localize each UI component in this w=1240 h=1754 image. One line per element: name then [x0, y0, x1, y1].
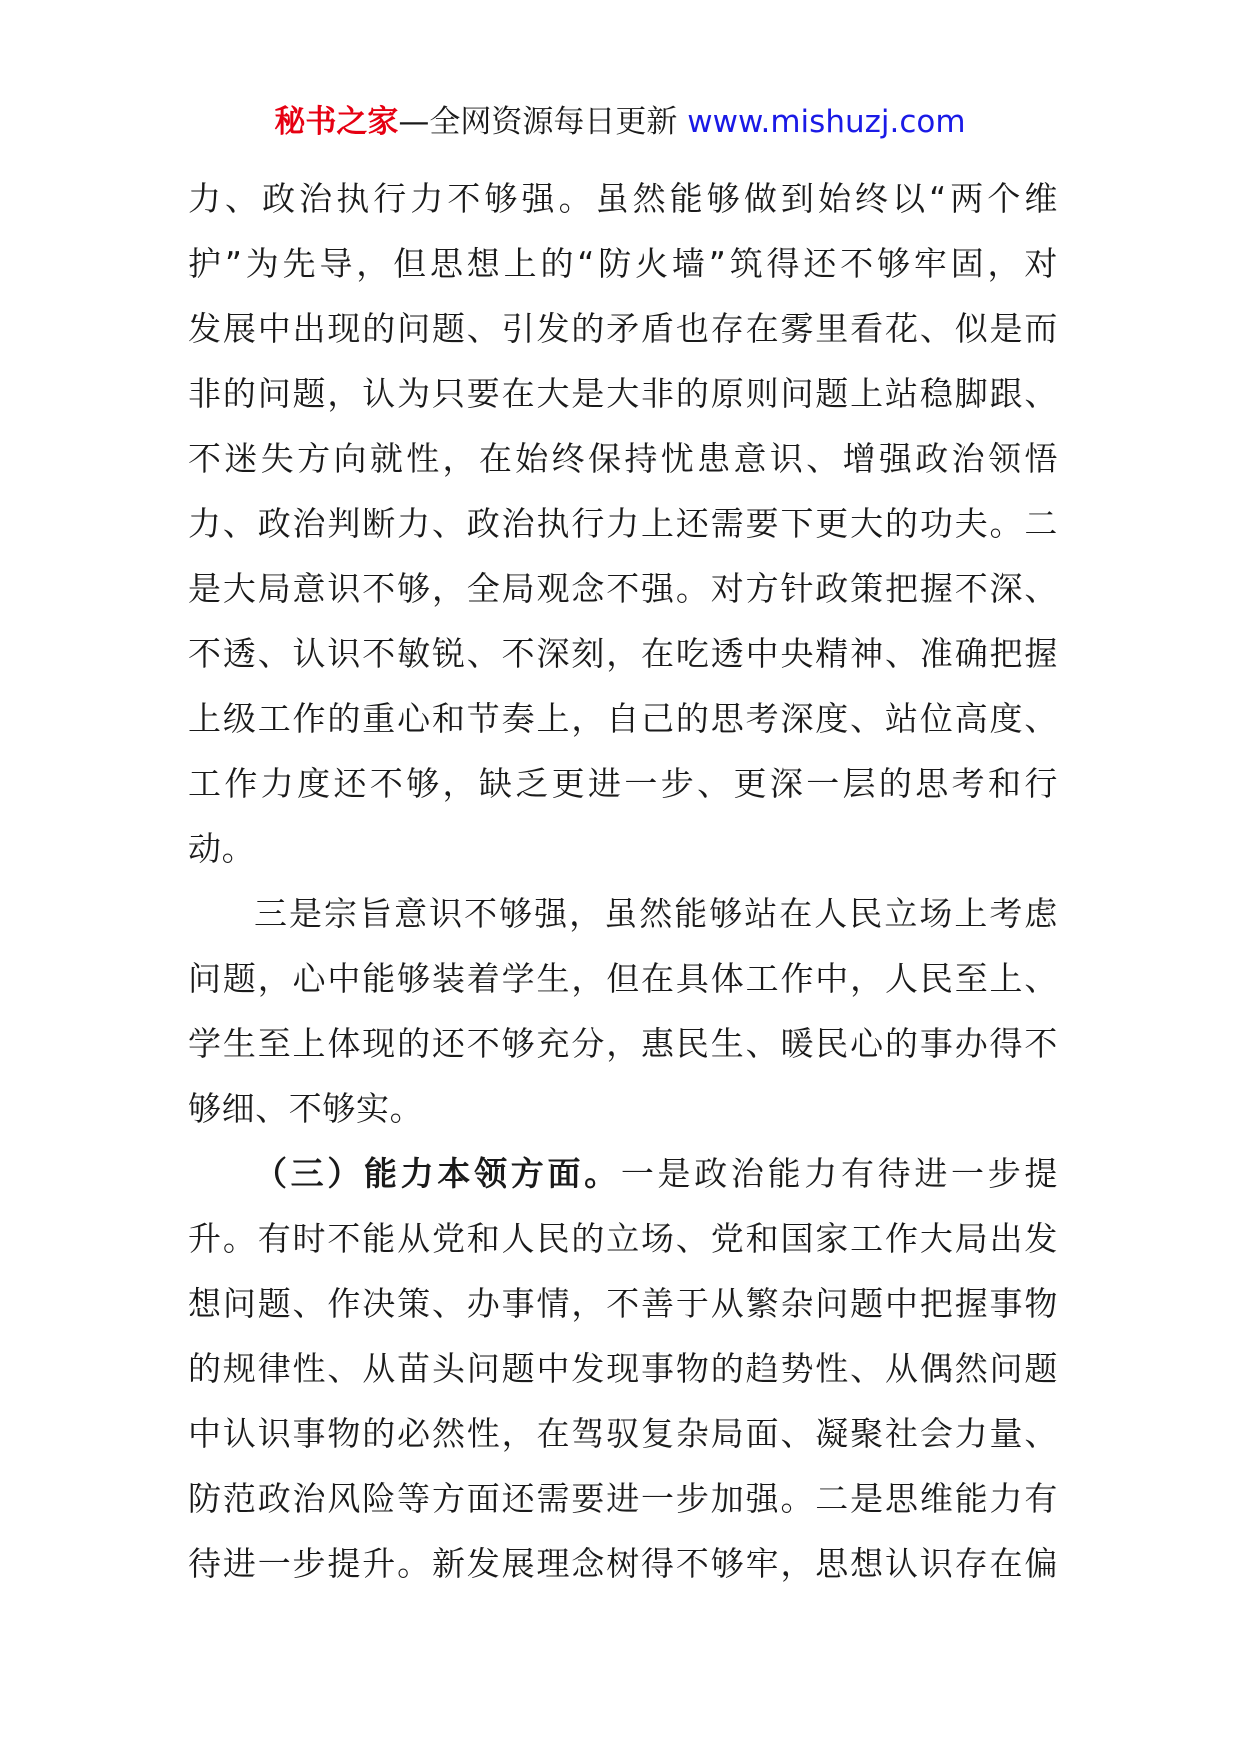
text-line: 升。有时不能从党和人民的立场、党和国家工作大局出发: [188, 1219, 1058, 1258]
text-line: 够细、不够实。: [188, 1089, 424, 1128]
section-heading-line: [188, 1141, 1058, 1206]
text-line: 的规律性、从苗头问题中发现事物的趋势性、从偶然问题: [188, 1349, 1058, 1388]
text-line: 防范政治风险等方面还需要进一步加强。二是思维能力有: [188, 1479, 1058, 1518]
text-line: 问题，心中能够装着学生，但在具体工作中，人民至上、: [188, 959, 1058, 998]
section-heading-rest: 一是政治能力有待进一步提: [620, 1154, 1058, 1193]
text-line: 不透、认识不敏锐、不深刻，在吃透中央精神、准确把握: [188, 634, 1058, 673]
text-line: 不迷失方向就性，在始终保持忧患意识、增强政治领悟: [188, 439, 1058, 478]
text-line: 非的问题，认为只要在大是大非的原则问题上站稳脚跟、: [188, 374, 1058, 413]
text-line: 是大局意识不够，全局观念不强。对方针政策把握不深、: [188, 569, 1058, 608]
text-line: 学生至上体现的还不够充分，惠民生、暖民心的事办得不: [188, 1024, 1058, 1063]
text-line: 发展中出现的问题、引发的矛盾也存在雾里看花、似是而: [188, 309, 1058, 348]
text-line: 护”为先导，但思想上的“防火墙”筑得还不够牢固，对: [188, 244, 1058, 283]
site-brand: 秘书之家: [274, 104, 399, 140]
text-line: 上级工作的重心和节奏上，自己的思考深度、站位高度、: [188, 699, 1058, 738]
site-header: [0, 100, 1240, 144]
text-line: 想问题、作决策、办事情，不善于从繁杂问题中把握事物: [188, 1284, 1058, 1323]
section-heading: （三）能力本领方面。: [254, 1154, 621, 1193]
text-line: 待进一步提升。新发展理念树得不够牢，思想认识存在偏: [188, 1544, 1058, 1583]
text-line: 工作力度还不够，缺乏更进一步、更深一层的思考和行: [188, 764, 1058, 803]
paragraph-first-line: 三是宗旨意识不够强，虽然能够站在人民立场上考虑: [254, 894, 1058, 933]
text-line: 力、政治执行力不够强。虽然能够做到始终以“两个维: [188, 179, 1058, 218]
document-body: [188, 166, 1058, 1596]
text-line: 动。: [188, 829, 256, 868]
text-line: 中认识事物的必然性，在驾驭复杂局面、凝聚社会力量、: [188, 1414, 1058, 1453]
site-url-link[interactable]: www.mishuzj.com: [687, 104, 966, 140]
text-line: 力、政治判断力、政治执行力上还需要下更大的功夫。二: [188, 504, 1058, 543]
site-tagline: —全网资源每日更新: [398, 104, 678, 140]
